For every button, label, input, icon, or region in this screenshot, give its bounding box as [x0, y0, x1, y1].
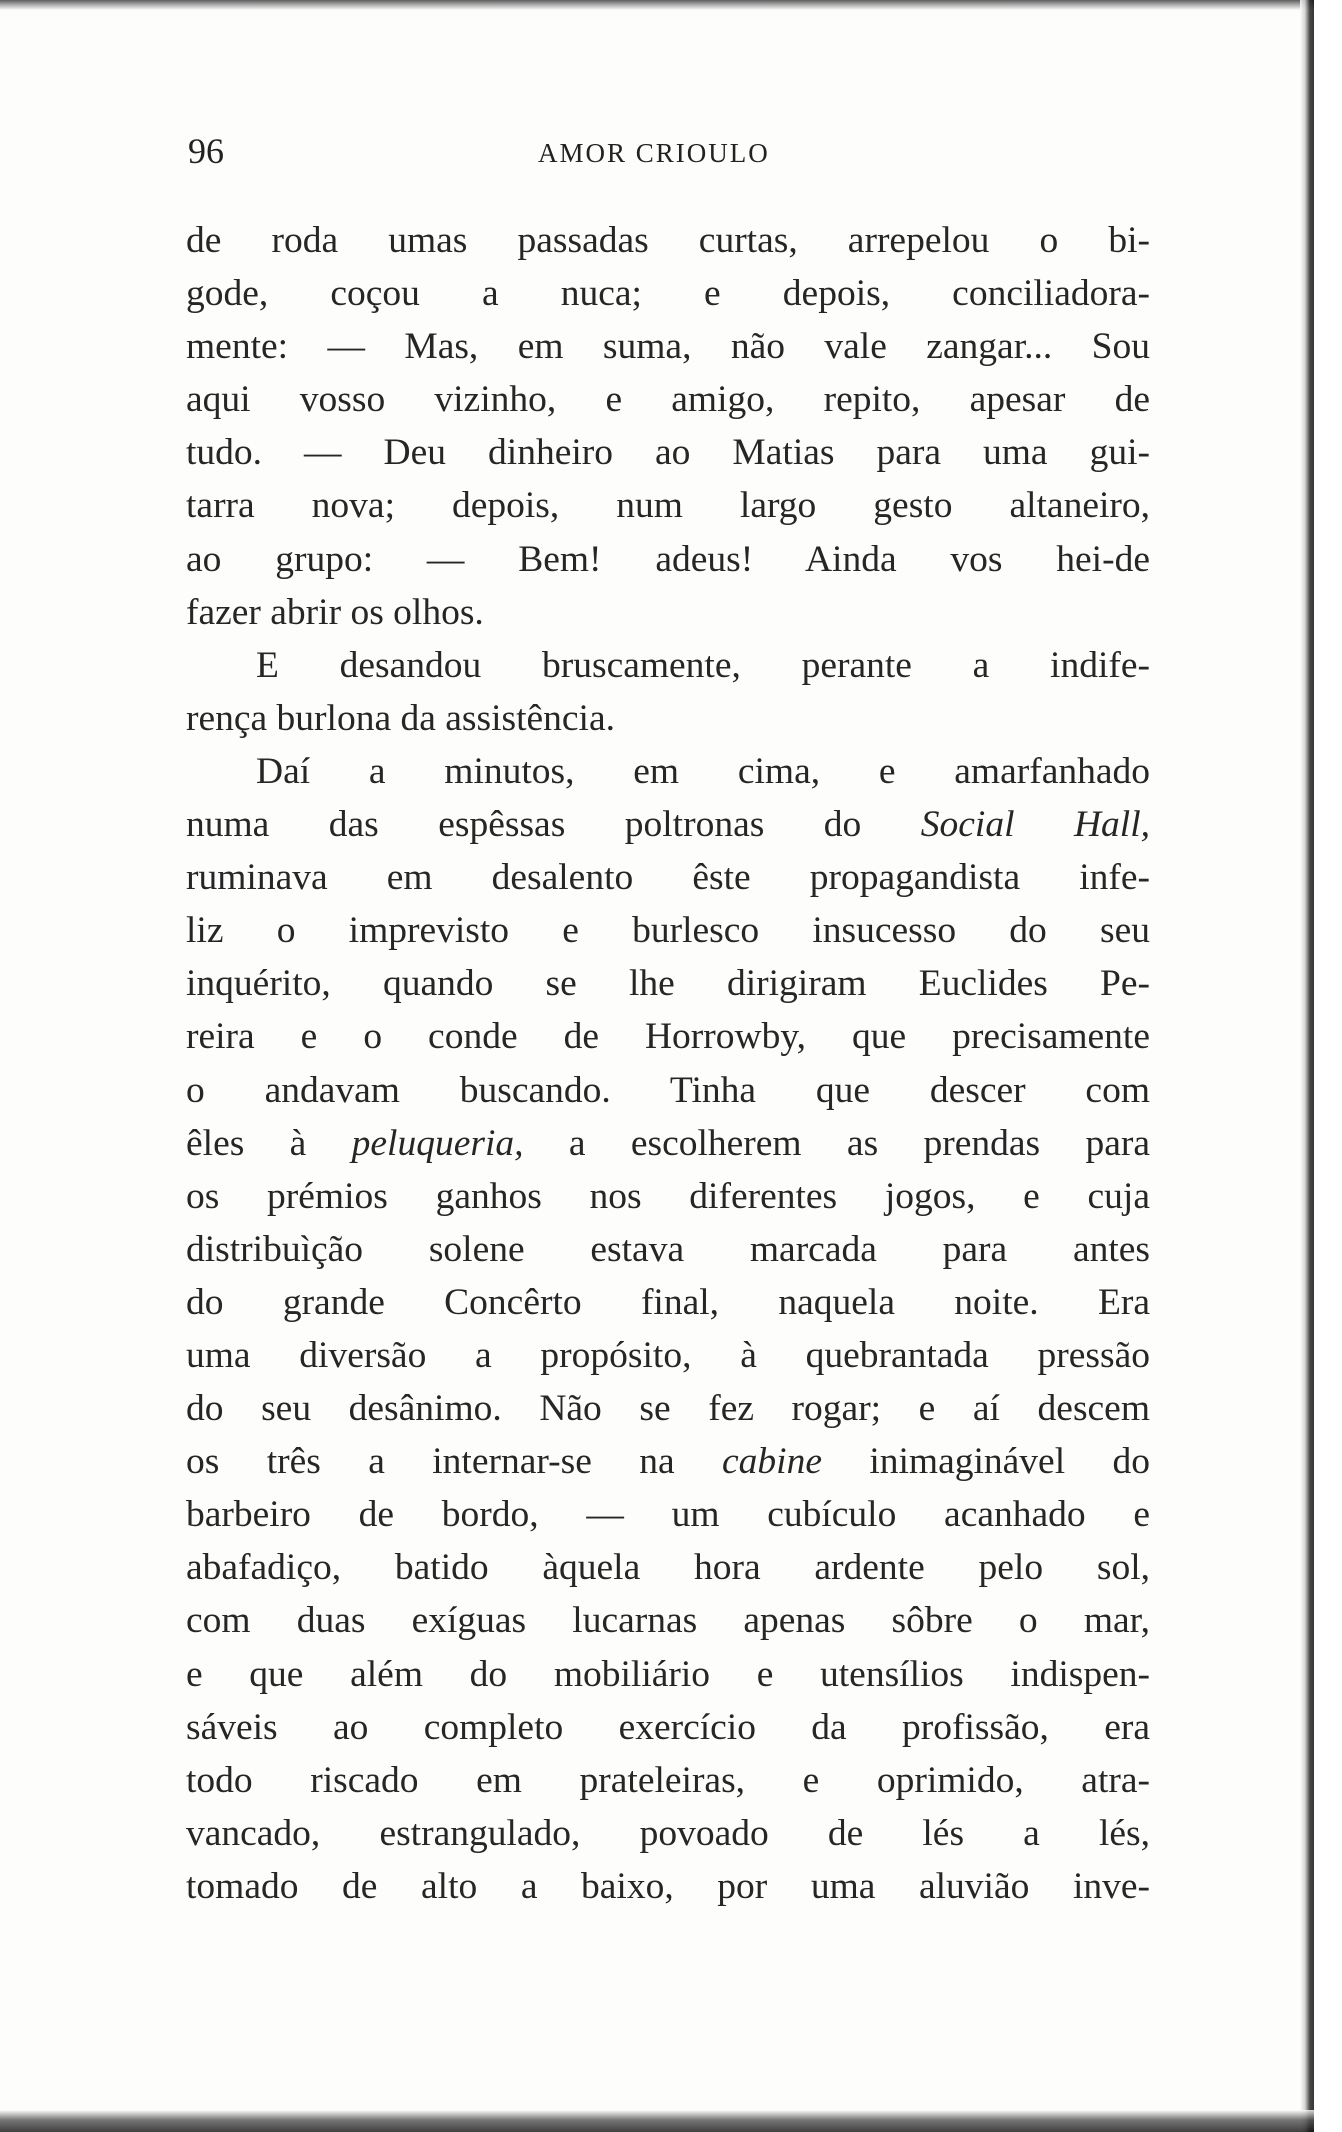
text-run: barbeiro de bordo, — um cubículo acanhado e: [186, 1494, 1150, 1536]
text-line: [186, 1594, 1150, 1647]
text-line: [186, 957, 1150, 1010]
text-run: êles à: [186, 1122, 352, 1164]
text-run: todo riscado em prateleiras, e oprimido, atra-: [186, 1759, 1150, 1801]
text-line: [186, 1701, 1150, 1754]
text-run: os prémios ganhos nos diferentes jogos, e cuja: [186, 1175, 1150, 1217]
text-run: e que além do mobiliário e utensílios indispen-: [186, 1653, 1150, 1695]
text-run: reira e o conde de Horrowby, que precisamente: [186, 1016, 1150, 1058]
text-run: tudo. — Deu dinheiro ao Matias para uma gui-: [186, 432, 1150, 474]
text-line: [186, 1754, 1150, 1807]
text-line: [186, 639, 1150, 692]
text-run: fazer abrir os olhos.: [186, 591, 484, 633]
text-run: distribuìção solene estava marcada para antes: [186, 1228, 1150, 1270]
text-line: [186, 904, 1150, 957]
text-run: do seu desânimo. Não se fez rogar; e aí descem: [186, 1388, 1150, 1430]
text-line: [186, 320, 1150, 373]
text-run: do grande Concêrto final, naquela noite. Era: [186, 1281, 1150, 1323]
text-run: gode, coçou a nuca; e depois, conciliadora-: [186, 273, 1150, 315]
text-line: [186, 533, 1150, 586]
text-line: [186, 1010, 1150, 1063]
text-line: [186, 1117, 1150, 1170]
text-line: [186, 1329, 1150, 1382]
body-text: [186, 214, 1150, 1913]
text-run: ao grupo: — Bem! adeus! Ainda vos hei-de: [186, 538, 1150, 580]
text-run: mente: — Mas, em suma, não vale zangar... Sou: [186, 326, 1150, 368]
text-run: vancado, estrangulado, povoado de lés a lés,: [186, 1812, 1150, 1854]
text-run: rença burlona da assistência.: [186, 697, 615, 739]
text-run: liz o imprevisto e burlesco insucesso do seu: [186, 910, 1150, 952]
text-run: aqui vosso vizinho, e amigo, repito, apesar de: [186, 379, 1150, 421]
text-line: [186, 373, 1150, 426]
text-run: tarra nova; depois, num largo gesto altaneiro,: [186, 485, 1150, 527]
text-line: [186, 586, 1150, 639]
text-line: [186, 1541, 1150, 1594]
text-line: [186, 1807, 1150, 1860]
scan-edge-right: [1300, 0, 1314, 2132]
text-line: [186, 1064, 1150, 1117]
text-line: [186, 1860, 1150, 1913]
italic-run: peluqueria,: [351, 1122, 524, 1164]
text-run: sáveis ao completo exercício da profissão, era: [186, 1706, 1150, 1748]
page-number: 96: [188, 131, 224, 171]
scan-margin-right: [1314, 0, 1342, 2132]
text-line: [186, 851, 1150, 904]
text-line: [186, 692, 1150, 745]
paragraph: [186, 639, 1150, 745]
text-line: [186, 1382, 1150, 1435]
text-line: [186, 798, 1150, 851]
italic-run: Social Hall,: [920, 804, 1151, 846]
paragraph: [186, 745, 1150, 1913]
text-line: [186, 1276, 1150, 1329]
text-line: [186, 267, 1150, 320]
text-run: de roda umas passadas curtas, arrepelou o bi-: [186, 220, 1150, 261]
italic-run: cabine: [722, 1441, 822, 1483]
text-run: numa das espêssas poltronas do: [186, 804, 921, 846]
running-title: AMOR CRIOULO: [538, 138, 770, 168]
text-run: abafadiço, batido àquela hora ardente pelo sol,: [186, 1547, 1150, 1589]
text-run: tomado de alto a baixo, por uma aluvião inve-: [186, 1865, 1150, 1907]
text-run: Daí a minutos, em cima, e amarfanhado: [256, 750, 1150, 792]
text-run: inquérito, quando se lhe dirigiram Euclides Pe-: [186, 963, 1150, 1005]
text-line: [186, 1648, 1150, 1701]
text-line: [186, 426, 1150, 479]
text-run: E desandou bruscamente, perante a indife-: [256, 644, 1150, 686]
text-run: uma diversão a propósito, à quebrantada pressão: [186, 1334, 1150, 1376]
text-run: com duas exíguas lucarnas apenas sôbre o mar,: [186, 1600, 1150, 1642]
paragraph: [186, 214, 1150, 639]
text-run: os três a internar-se na: [186, 1441, 722, 1483]
text-line: [186, 745, 1150, 798]
text-run: ruminava em desalento êste propagandista infe-: [186, 857, 1150, 899]
text-line: [186, 479, 1150, 532]
text-line: [186, 1223, 1150, 1276]
text-run: o andavam buscando. Tinha que descer com: [186, 1069, 1150, 1111]
text-run: a escolherem as prendas para: [523, 1122, 1150, 1164]
text-line: [186, 1435, 1150, 1488]
text-line: [186, 214, 1150, 267]
text-line: [186, 1488, 1150, 1541]
page-header: [188, 130, 1148, 180]
scan-edge-bottom: [0, 2110, 1314, 2132]
text-line: [186, 1170, 1150, 1223]
scan-edge-top: [0, 0, 1314, 10]
text-run: inimaginável do: [821, 1441, 1150, 1483]
